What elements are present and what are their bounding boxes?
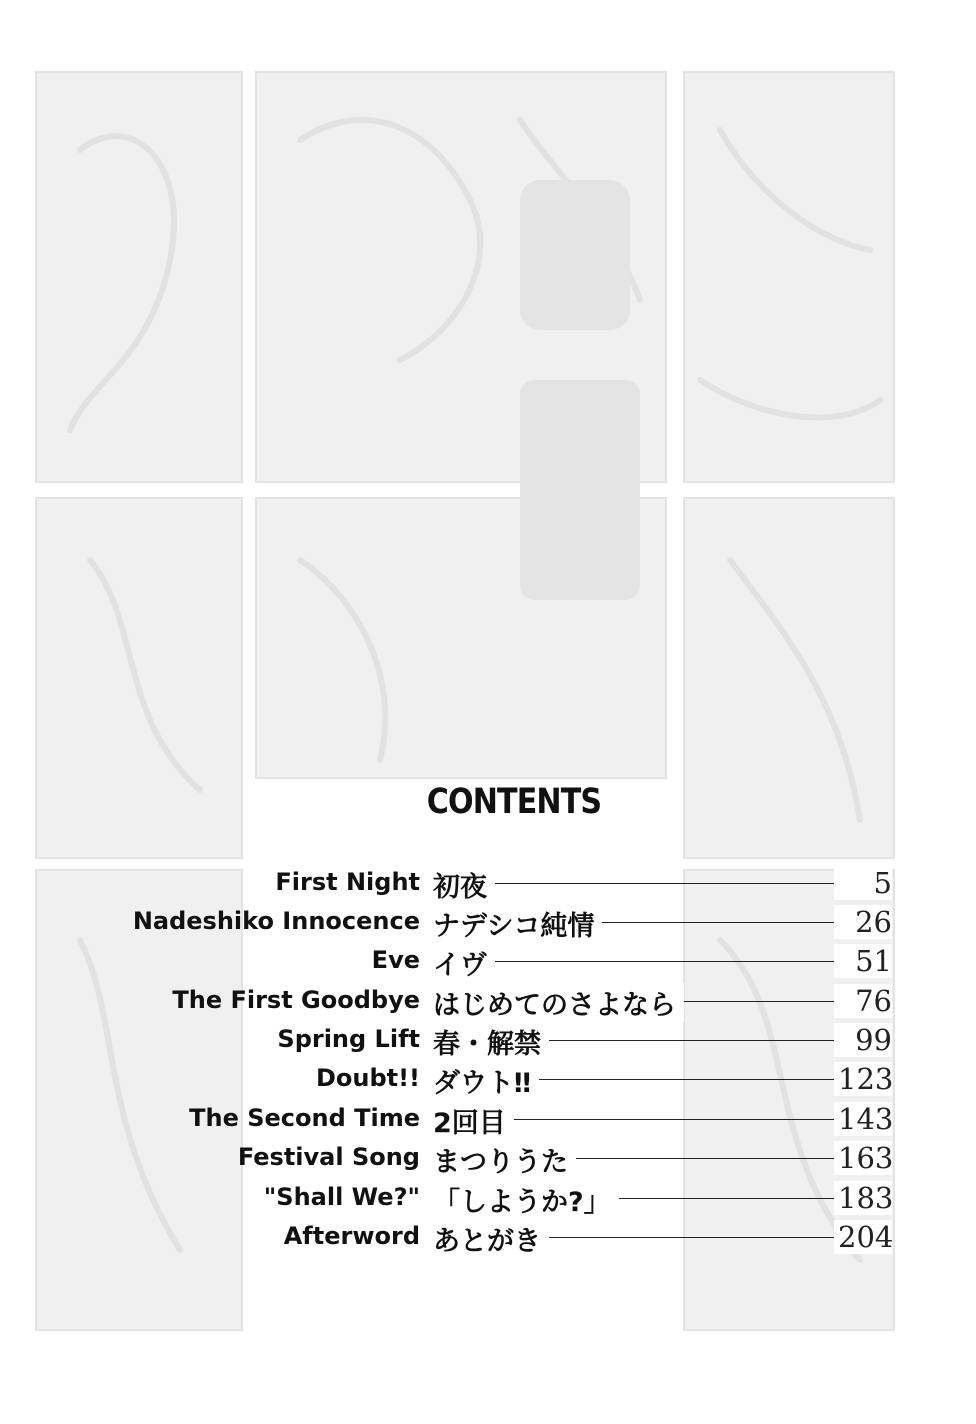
entry-english-title: Spring Lift xyxy=(277,1025,420,1053)
entry-page-number: 5 xyxy=(834,866,892,900)
toc-entry-eve[interactable] xyxy=(0,940,976,979)
toc-entry-doubt[interactable] xyxy=(0,1058,976,1097)
entry-page-number: 163 xyxy=(834,1141,892,1175)
entry-page-number: 76 xyxy=(834,984,892,1018)
entry-japanese-title: ナデシコ純情 xyxy=(433,904,602,943)
entry-japanese-title: イヴ xyxy=(433,943,495,982)
background-panel-3 xyxy=(684,72,894,482)
background-panel-1 xyxy=(36,72,242,482)
entry-japanese-title: まつりうた xyxy=(433,1140,576,1179)
entry-page-number: 51 xyxy=(834,944,892,978)
entry-japanese-title: 2回目 xyxy=(433,1101,514,1140)
entry-japanese-title: 春・解禁 xyxy=(433,1022,549,1061)
entry-english-title: Doubt!! xyxy=(315,1064,420,1092)
entry-english-title: First Night xyxy=(275,868,420,896)
entry-page-number: 26 xyxy=(834,905,892,939)
entry-english-title: The Second Time xyxy=(189,1104,420,1132)
entry-japanese-title: はじめてのさよなら xyxy=(433,983,684,1022)
entry-page-number: 183 xyxy=(834,1181,892,1215)
toc-entry-the-first-goodbye[interactable] xyxy=(0,980,976,1019)
entry-page-number: 99 xyxy=(834,1023,892,1057)
entry-english-title: Afterword xyxy=(283,1222,420,1250)
toc-entry-afterword[interactable] xyxy=(0,1216,976,1255)
entry-page-number: 204 xyxy=(834,1220,892,1254)
entry-japanese-title: あとがき xyxy=(433,1219,549,1258)
toc-entry-nadeshiko-innocence[interactable] xyxy=(0,901,976,940)
toc-entry-the-second-time[interactable] xyxy=(0,1098,976,1137)
entry-english-title: Eve xyxy=(371,946,420,974)
entry-english-title: "Shall We?" xyxy=(263,1183,420,1211)
entry-english-title: Nadeshiko Innocence xyxy=(132,907,420,935)
toc-entry-festival-song[interactable] xyxy=(0,1137,976,1176)
entry-japanese-title: 「しようか?」 xyxy=(433,1180,619,1219)
entry-english-title: Festival Song xyxy=(237,1143,420,1171)
entry-japanese-title: ダウト‼ xyxy=(433,1061,539,1100)
toc-entry-spring-lift[interactable] xyxy=(0,1019,976,1058)
entry-japanese-title: 初夜 xyxy=(433,865,495,904)
contents-heading: CONTENTS xyxy=(426,782,602,822)
entry-english-title: The First Goodbye xyxy=(172,986,420,1014)
entry-page-number: 143 xyxy=(834,1102,892,1136)
toc-entry-first-night[interactable] xyxy=(0,862,976,901)
toc-entry-shall-we[interactable] xyxy=(0,1177,976,1216)
entry-page-number: 123 xyxy=(834,1062,892,1096)
